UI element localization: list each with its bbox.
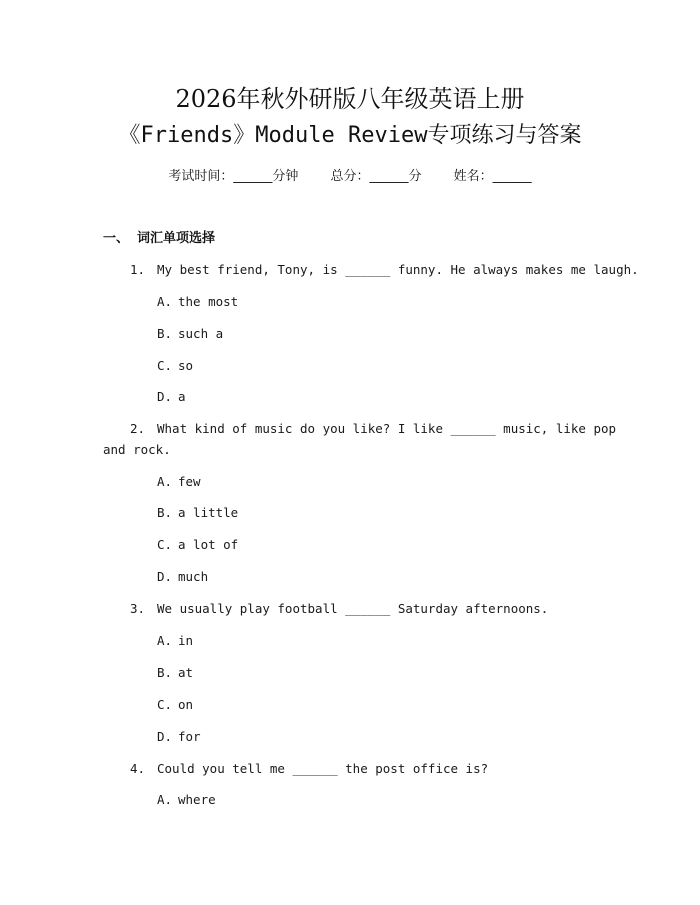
question-4-option-a: A. where <box>157 792 216 807</box>
section-number: 一、 <box>103 231 130 246</box>
question-1-option-c: C. so <box>157 358 194 373</box>
question-2-option-a: A. few <box>157 474 201 489</box>
question-2 <box>130 420 616 438</box>
question-2-option-c: C. a lot of <box>157 537 239 552</box>
question-3-option-d: D. for <box>157 729 201 744</box>
score-blank: ______ <box>369 169 409 184</box>
question-number: 4. <box>130 761 146 776</box>
name-blank: ______ <box>492 169 532 184</box>
question-1-option-b: B. such a <box>157 326 224 341</box>
time-blank: ______ <box>233 169 273 184</box>
exam-time-field: 考试时间：______分钟 <box>168 169 299 184</box>
student-name-field: 姓名：______ <box>453 169 532 184</box>
exam-info-line <box>0 168 700 186</box>
question-1 <box>130 261 639 279</box>
question-3-option-a: A. in <box>157 633 194 648</box>
question-text: My best friend, Tony, is ______ funny. He always makes me laugh. <box>157 262 639 277</box>
question-1-option-a: A. the most <box>157 294 239 309</box>
section-title: 词汇单项选择 <box>137 231 216 246</box>
question-4 <box>130 760 488 778</box>
section-heading <box>103 230 215 248</box>
question-number: 3. <box>130 601 146 616</box>
document-subtitle: 《Friends》Module Review专项练习与答案 <box>118 123 582 148</box>
question-text: We usually play football ______ Saturday afternoons. <box>157 601 549 616</box>
question-2-continuation: and rock. <box>103 442 171 457</box>
question-number: 1. <box>130 262 146 277</box>
question-text: Could you tell me ______ the post office is? <box>157 761 489 776</box>
document-title: 2026年秋外研版八年级英语上册 <box>175 85 525 113</box>
question-2-option-d: D. much <box>157 569 209 584</box>
question-text: What kind of music do you like? I like ______ music, like pop <box>157 421 617 436</box>
question-3 <box>130 600 548 618</box>
question-1-option-d: D. a <box>157 389 186 404</box>
question-3-option-b: B. at <box>157 665 194 680</box>
question-number: 2. <box>130 421 146 436</box>
question-2-option-b: B. a little <box>157 505 239 520</box>
total-score-field: 总分：______分 <box>330 169 422 184</box>
question-3-option-c: C. on <box>157 697 194 712</box>
